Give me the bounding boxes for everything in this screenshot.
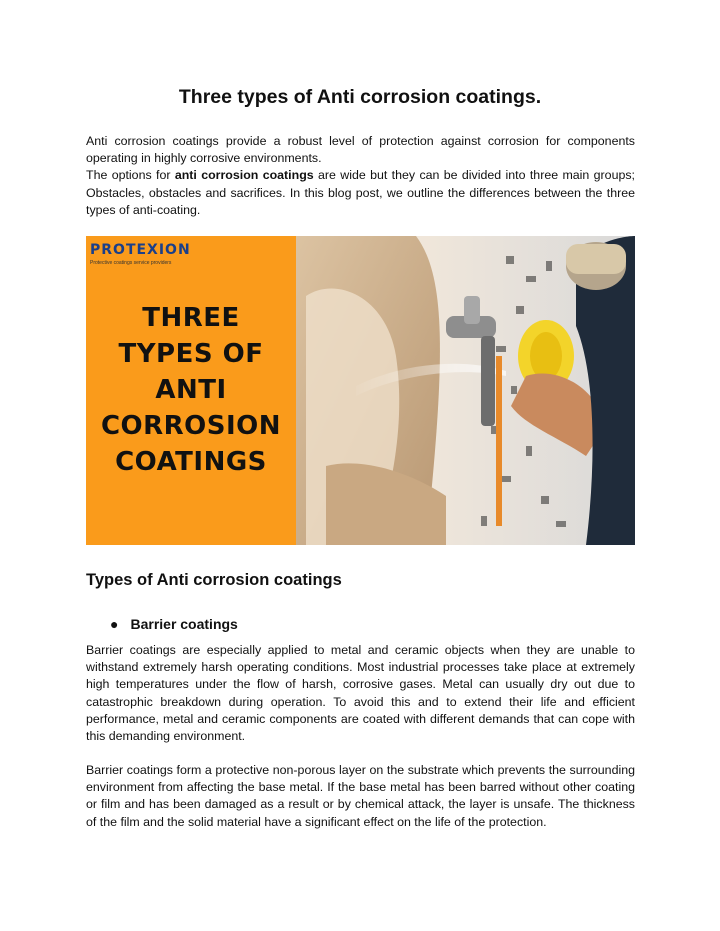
document-title: Three types of Anti corrosion coatings. — [178, 86, 542, 108]
hero-banner — [86, 236, 296, 545]
hero-heading-line: ANTI — [155, 375, 227, 405]
intro-paragraph — [86, 133, 635, 219]
section-heading: Types of Anti corrosion coatings — [86, 571, 342, 589]
protexion-logo: PROTEXION — [90, 242, 191, 258]
intro-text-2-start: The options for — [86, 168, 175, 183]
hero-heading-line: CORROSION — [100, 411, 282, 441]
logo-tagline: Protective coatings service providers — [90, 260, 172, 266]
intro-text: Anti corrosion coatings provide a robust level of protection against corrosion for components operating in highly corrosive environments. — [86, 134, 635, 166]
hero-heading-line: COATINGS — [115, 447, 267, 477]
spray-gun-photo — [296, 236, 635, 545]
hero-image — [86, 236, 635, 545]
barrier-paragraph-2: Barrier coatings form a protective non-porous layer on the substrate which prevents the surrounding environment from affecting the base metal. If the base metal has been barred without other coating or film and has been damaged as a result or by chemical attack, the layer is unsafe. The thickness of the film and the solid material have a significant effect on the life of the protection. — [86, 763, 635, 829]
bullet-label: Barrier coatings — [130, 616, 238, 632]
barrier-paragraph-1: Barrier coatings are especially applied to metal and ceramic objects when they are unable to withstand extremely harsh operating conditions. Most industrial processes take place at extremely high temperatures under the flow of harsh, corrosive gases. Metal can usually dry out due to catastrophic breakdown during operation. To avoid this and to extend their life and efficient performance, metal and ceramic components are coated with different demands that can cope with this demanding environment. — [86, 643, 635, 744]
hero-heading-line: TYPES OF — [118, 339, 264, 369]
bullet-dot: ● — [110, 616, 119, 632]
intro-bold-keyword: anti corrosion coatings — [174, 168, 314, 183]
hero-heading — [86, 300, 296, 480]
hero-heading-line: THREE — [142, 303, 240, 333]
bullet-item — [110, 616, 238, 632]
intro-text-2-end: are wide but they can be divided into three main groups; Obstacles, obstacles and sacrifices. In this blog post, we outline the differences between the three types of anti-coating. — [86, 168, 635, 217]
